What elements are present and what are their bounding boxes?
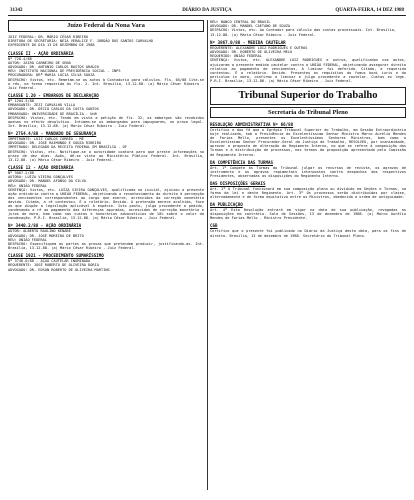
notice-meta-line: RÉU: BANCO CENTRAL DO BRASIL — [210, 20, 271, 24]
notice-meta-line: Nº 3007.2/88 — [8, 170, 34, 175]
notice-title: RESOLUÇÃO ADMINISTRATIVA Nº 66/88 — [210, 121, 294, 127]
notice-text: DESPACHO: Especifiquem as partes as provas que pretendem produzir, justificando-as. Int. Brasília, 13.12.88. (a) Mário César Ribeiro - Juiz Federal. — [8, 242, 204, 251]
notice-title: CLASSE II - AÇÃO ORDINÁRIA — [8, 50, 74, 56]
notice-meta-line: Nº 1204.3/88 — [8, 98, 34, 103]
notice-block — [210, 223, 406, 237]
notice-meta-line: REQUERIDO: UNIÃO FEDERAL — [210, 54, 262, 59]
notice-meta-line: ADVOGADO: DR. DÉCIO CARLOS DA COSTA SANTOS — [8, 107, 99, 112]
page-number: 31342 — [10, 8, 23, 13]
notice-text: DESPACHO: Vistos, etc. Tendo em vista a petição de fls. 32, os embargos são recebidos apenas no efeito devolutivo. Intimem-se os embargados para impugnarem, no prazo legal. Int. Brasília, 13.12.88. (a) Mário César Ribeiro - Juiz Federal. — [8, 115, 204, 128]
notice-meta-line: REQUERENTE: JOSÉ ROBERTO DE OLIVEIRA DORIA — [8, 263, 99, 268]
notice-meta-line: ADVOGADO: DR. ROBERTO DE OLIVEIRA MELO — [210, 50, 293, 55]
notice-meta-line: ADVOGADO: DR. ANTONIO CARLOS BASTOS ARAÚJO — [8, 65, 99, 70]
tribunal-subtitle: Secretaria do Tribunal Pleno — [210, 107, 406, 118]
section-intro-line: EXPEDIENTE DO DIA 13 DE DEZEMBRO DE 1988 — [8, 43, 95, 48]
notice-title: CLASSE 1921 - PROCEDIMENTO SUMARÍSSIMO — [8, 253, 104, 259]
left-blocks — [8, 51, 204, 272]
tribunal-title: Tribunal Superior do Trabalho — [210, 87, 406, 105]
notice-text: DESPACHO: Vistos, etc. Remetam-se os autos à Contadoria para cálculos. Fls. 05/08 Cite-se o réu, na forma requerida às fls. 2. Int. Brasília, 13.12.88. (a) Mário César Ribeiro - Juiz Federal. — [8, 77, 204, 90]
notice-title: CLASSE 12 - AÇÃO ORDINÁRIA — [8, 164, 74, 170]
notice-meta-line: IMPETRANTE: LUIZ CARLOS CORRÊA - ME — [8, 137, 84, 141]
notice-text: Art. 1º Compete às Turmas do Tribunal julgar os recursos de revista, os agravos de instrumento e os agravos regimentais interpostos contra despachos dos respectivos Presidentes, observadas as disposições do Regimento Interno. — [210, 165, 406, 178]
newspaper-page — [8, 6, 406, 494]
notice-meta-line: PROCURADORA: DRª MARIA LÚCIA SILVA SOUZA — [8, 73, 95, 78]
notice-meta-line: AUTORA: LUÍZA VIEIRA GONÇALVES — [8, 175, 73, 180]
page-header — [8, 6, 406, 16]
notice-text: SENTENÇA: Vistos, etc. ALEXANDRE LUIZ RODRIGUES e outros, qualificados nos autos, ajuizaram a presente medida cautelar contra a UNIÃO FEDERAL, objetivando assegurar direito relativo ao pagamento de vencimentos. A liminar foi deferida. Citada, a requerida contestou. É o relatório. Decido. Presentes os requisitos do fumus boni iuris e do periculum in mora, confirmo a liminar e julgo procedente a cautelar. Custas ex lege. P.R.I. Brasília, 13.12.88. (a) Mário César Ribeiro - Juiz Federal. — [210, 58, 406, 83]
section-intro-line: JUIZ FEDERAL: DR. MÁRIO CÉSAR RIBEIRO — [8, 35, 89, 39]
notice-meta-line: EMBARGADO: UNIVERSIDADE DE BRASÍLIA - UnB — [8, 111, 97, 116]
notice-text: SENTENÇA: Vistos, etc. LUÍZA VIEIRA GONÇALVES, qualificada na inicial, ajuizou a presente ação ordinária contra a UNIÃO FEDERAL, objetivando o reconhecimento do direito à percepção dos vencimentos correspondentes ao cargo que exerce, acrescidos da correção monetária devida. Citada, a ré contestou. É o relatório. Decido. A pretensão merece acolhida, face ao que dispõe a legislação aplicável à espécie. Isto posto, julgo procedente o pedido, condenando a ré ao pagamento das diferenças apuradas, acrescidas de correção monetária e juros de mora, bem como nas custas e honorários advocatícios de 10% sobre o valor da condenação. P.R.I. Brasília, 13.12.88. (a) Mário César Ribeiro - Juiz Federal. — [8, 187, 204, 221]
right-top-blocks — [210, 20, 406, 83]
notice-text: Art. 4º Esta Resolução entrará em vigor na data de sua publicação, revogadas as disposições em contrário. Sala de Sessões, 13 de dezembro de 1988. (a) Marco Aurélio Mendes de Farias Mello - Ministro Presidente. — [210, 208, 406, 221]
publication-title: DIÁRIO DA JUSTIÇA — [182, 8, 232, 13]
notice-meta-line: RÉU: INSTITUTO NACIONAL DE PREVIDÊNCIA SOCIAL - INPS — [8, 69, 121, 74]
notice-block — [8, 93, 204, 128]
notice-meta-line: ADVOGADO: DR. JOSÉ RAIMUNDO E SOUZA RIBEIRO — [8, 141, 102, 146]
notice-meta-line: ADVOGADO: DR. EDSON ROBERTO DE OLIVEIRA MARTINS — [8, 267, 110, 272]
section-intro-line: DIRETORA DE SECRETARIA: NEIA VERALICE F. JORDÃO DOS SANTOS CARVALHO — [8, 39, 153, 44]
notice-meta-line: ADVOGADO: DR. MANOEL CAETANO DE SOUZA — [210, 24, 291, 29]
notice-block — [8, 131, 204, 162]
notice-title: DA COMPETÊNCIA DAS TURMAS — [210, 159, 274, 165]
notice-block — [8, 165, 204, 221]
notice-title: DAS DISPOSIÇÕES GERAIS — [210, 180, 266, 186]
notice-meta-line: AUTOR: JAIRO CARNEIRO DE SENA — [8, 60, 71, 65]
notice-meta-line: AUTOR: ALBERTO RAULINO KENABE — [8, 229, 71, 234]
notice-meta-line: RÉU: UNIÃO FEDERAL — [8, 237, 47, 242]
notice-meta-line: IMPETRADO: DELEGADO DA RECEITA FEDERAL EM BRASÍLIA - DF — [8, 145, 127, 150]
notice-title: CLASSE 1.20 - EMBARGOS DE DECLARAÇÃO — [8, 92, 99, 98]
notice-text: DESPACHO: Vistos, etc. Notifique-se a autoridade coatora para que preste informações no prazo de dez dias. Após, dê-se vista ao Ministério Público Federal. Int. Brasília, 13.12.88. (a) Mário César Ribeiro - Juiz Federal. — [8, 149, 204, 162]
notice-meta-line: RÉU: UNIÃO FEDERAL — [8, 183, 47, 188]
notice-meta-line: DESPACHO: Vistos, etc. Ao Contador para cálculo das custas processuais. Int. Brasília, 13.12.88. (a) Mário César Ribeiro - Juiz Federal. — [210, 28, 397, 37]
notice-meta-line: ADVOGADO: DR. JOSÉ MOREIRA DE BRITO — [8, 233, 84, 238]
notice-title: Nº 3440.2/88 - AÇÃO ORDINÁRIA — [8, 223, 82, 229]
notice-meta-line: Nº 3746.0/88 - AÇÃO CAUTELAR INOMINADA — [8, 259, 91, 264]
right-column — [210, 20, 406, 240]
notice-block — [210, 160, 406, 178]
notice-block — [8, 51, 204, 90]
notice-meta-line: ADVOGADO: DR. MANOEL AFONSO DA SILVA — [8, 179, 86, 184]
notice-title: Nº 2754.4/88 - MANDADO DE SEGURANÇA — [8, 131, 97, 136]
publication-date: QUARTA-FEIRA, 14 DEZ 1988 — [335, 8, 404, 13]
notice-block — [210, 181, 406, 199]
notice-block — [210, 20, 406, 37]
notice-meta-line: REQUERENTE: ALEXANDRE LUIZ RODRIGUES E OUTROS — [210, 45, 308, 50]
notice-block — [210, 202, 406, 220]
notice-block — [8, 253, 204, 272]
notice-block — [8, 223, 204, 250]
notice-title: Nº 3867.0/88 - MEDIDA CAUTELAR — [210, 39, 286, 45]
notice-text: Art. 2º O Tribunal funcionará em sua composição plena ou dividido em Seções e Turmas, na forma da lei e deste Regimento. Art. 3º Os processos serão distribuídos por classe, alternadamente e de forma equitativa entre os Ministros, obedecida a ordem de antiguidade. — [210, 186, 406, 200]
notice-block — [210, 40, 406, 83]
notice-meta-line: EMBARGANTE: ZEZI CARVALHO VILLA — [8, 103, 76, 108]
court-section-title: Juízo Federal da Nona Vara — [8, 20, 204, 32]
notice-text: Certifico que o presente foi publicado no Diário da Justiça desta data, para os fins de direito. Brasília, 13 de dezembro de 1988. Secretário do Tribunal Pleno. — [210, 229, 406, 238]
tribunal-blocks — [210, 122, 406, 238]
notice-title: DA PUBLICAÇÃO — [210, 202, 243, 208]
notice-meta-line: Nº 728.4/88 — [8, 56, 32, 61]
column-divider — [207, 20, 208, 490]
left-column — [8, 20, 204, 272]
notice-text: Certifico e dou fé que o Egrégio Tribunal Superior do Trabalho, em Sessão Extraordinária hoje realizada, sob a Presidência do Excelentíssimo Senhor Ministro Marco Aurélio Mendes de Farias Mello, presentes os Excelentíssimos Senhores Ministros, bem como o Excelentíssimo Senhor Procurador-Geral da Justiça do Trabalho, RESOLVEU, por unanimidade, aprovar a proposta de alteração do Regimento Interno, no que se refere à composição das Turmas e à distribuição de processos, nos termos da proposição apresentada pela Comissão de Regimento Interno. — [210, 127, 406, 157]
notice-block — [210, 122, 406, 157]
notice-title: CGB — [210, 223, 218, 229]
